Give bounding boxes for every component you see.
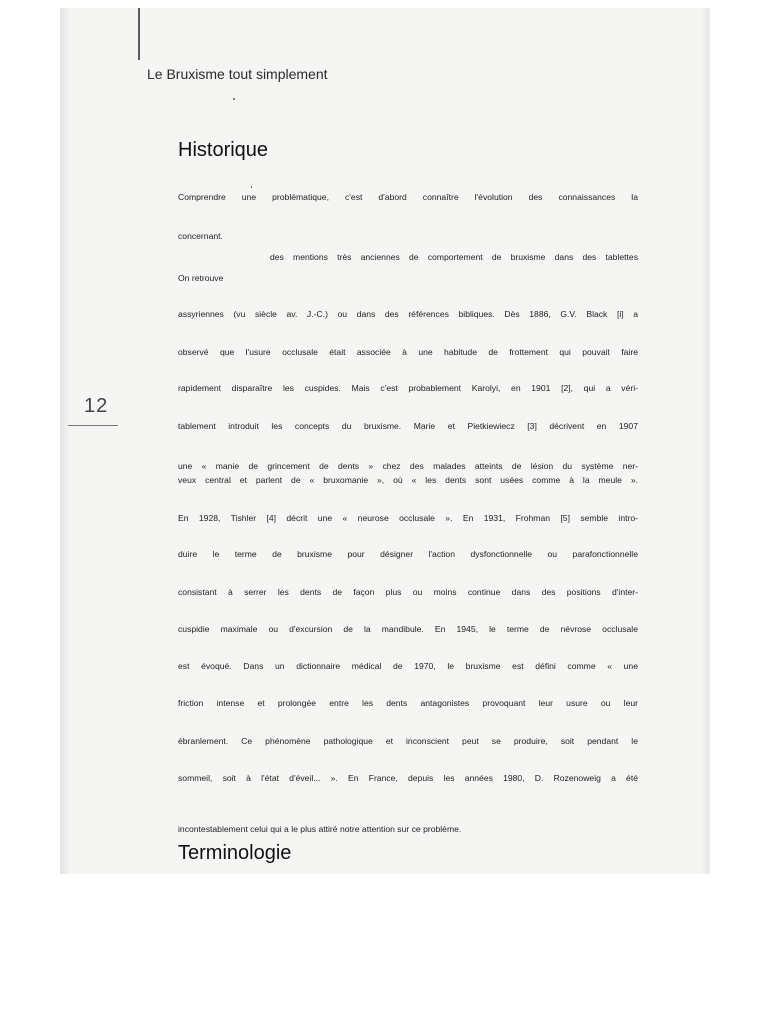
- text-line: duire le terme de bruxisme pour désigner l'action dysfonctionnelle ou parafonctionnelle: [178, 549, 638, 559]
- text-line: cuspidie maximale ou d'excursion de la mandibule. En 1945, le terme de névrose occlusale: [178, 624, 638, 634]
- text-line: Comprendre une problématique, c'est d'abord connaître l'évolution des connaissances la: [178, 192, 638, 202]
- page-right-shadow: [700, 8, 710, 874]
- text-line: observé que l'usure occlusale était associée à une habitude de frottement qui pouvait faire: [178, 347, 638, 357]
- text-line: On retrouve: [178, 273, 224, 283]
- text-line: ébranlement. Ce phénomène pathologique et inconscient peut se produire, soit pendant le: [178, 736, 638, 746]
- section-title-historique: Historique: [178, 139, 269, 161]
- page-number-rule: [68, 425, 118, 426]
- page-left-shadow: [60, 8, 70, 874]
- text-line: rapidement disparaître les cuspides. Mais c'est probablement Karolyi, en 1901 [2], qui a véri-: [178, 383, 638, 393]
- text-line: tablement introduit les concepts du bruxisme. Marie et Pietkiewiecz [3] décrivent en 1907: [178, 421, 638, 431]
- text-line: des mentions très anciennes de comportement de bruxisme dans des tablettes: [270, 252, 638, 262]
- running-head: Le Bruxisme tout simplement: [147, 66, 328, 82]
- section-title-terminologie: Terminologie: [178, 842, 292, 864]
- text-line: est évoqué. Dans un dictionnaire médical de 1970, le bruxisme est défini comme « une: [178, 661, 638, 671]
- text-line: concernant.: [178, 231, 223, 241]
- text-line: une « manie de grincement de dents » chez des malades atteints de lésion du système ner-: [178, 461, 638, 471]
- text-line: assyriennes (vu siècle av. J.-C.) ou dans des références bibliques. Dès 1886, G.V. Black [i] a: [178, 309, 638, 319]
- text-line: incontestablement celui qui a le plus attiré notre attention sur ce problème.: [178, 824, 462, 834]
- text-line: sommeil, soit à l'état d'éveil... ». En France, depuis les années 1980, D. Rozenoweig a été: [178, 773, 638, 783]
- text-line: En 1928, Tishler [4] décrit une « neurose occlusale ». En 1931, Frohman [5] semble intro-: [178, 513, 638, 523]
- header-rule: [138, 8, 140, 60]
- scan-speck: [251, 186, 252, 188]
- text-line: friction intense et prolongée entre les dents antagonistes provoquant leur usure ou leur: [178, 698, 638, 708]
- text-line: consistant à serrer les dents de façon plus ou moins continue dans des positions d'inter-: [178, 587, 638, 597]
- page-number: 12: [84, 395, 109, 417]
- scan-speck: [233, 98, 235, 100]
- text-line: veux central et parlent de « bruxomanie », où « les dents sont usées comme à la meule ».: [178, 475, 638, 485]
